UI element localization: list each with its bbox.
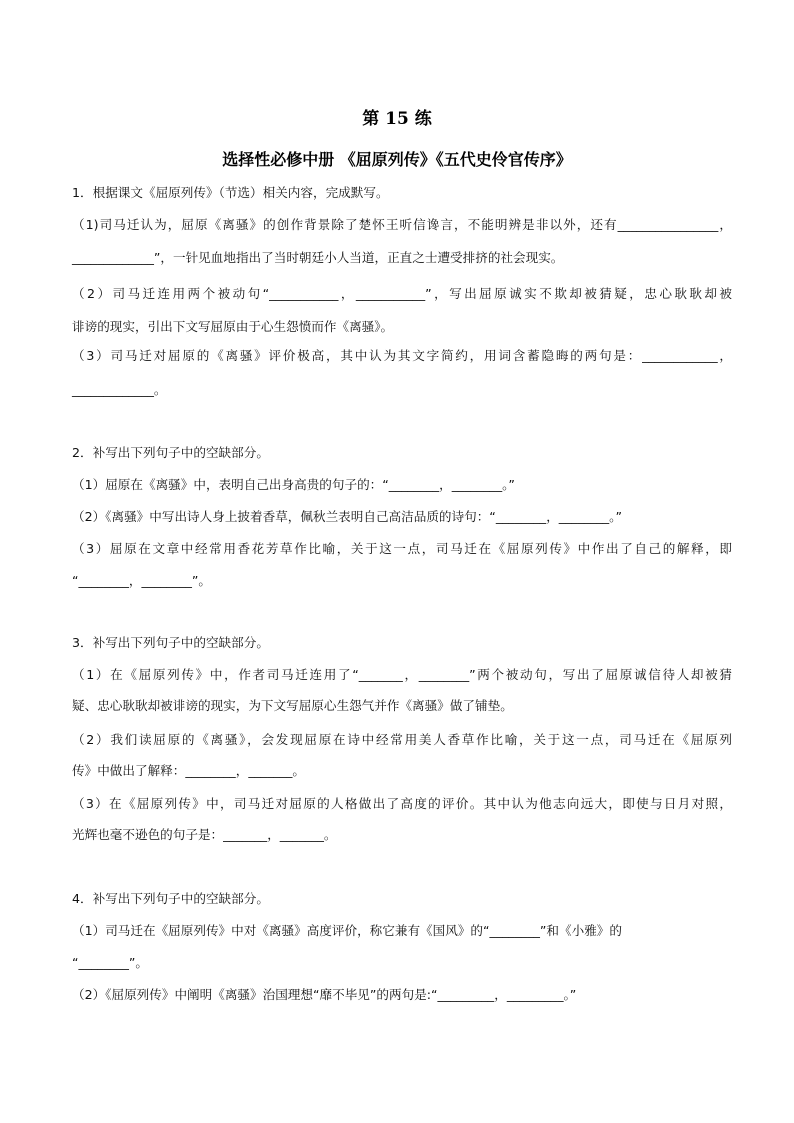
question-line: （2）司马迁连用两个被动句“___________，___________”，写出屈原诚实不欺却被猜疑，忠心耿耿却被 [72, 286, 732, 301]
page-subtitle: 选择性必修中册 《屈原列传》《五代史伶官传序》 [222, 150, 572, 169]
question-line: “________，________”。 [72, 573, 211, 588]
question-line: 传》中做出了解释：________，_______。 [72, 763, 305, 778]
question-line: “________”。 [72, 955, 149, 970]
question-line: （3）屈原在文章中经常用香花芳草作比喻，关于这一点，司马迁在《屈原列传》中作出了自己的解释，即 [72, 541, 732, 556]
question-line: _____________”，一针见血地指出了当时朝廷小人当道，正直之士遭受排挤的社会现实。 [72, 250, 564, 265]
question-heading: 3．补写出下列句子中的空缺部分。 [72, 635, 269, 650]
question-line: 诽谤的现实，引出下文写屈原由于心生怨愤而作《离骚》。 [72, 319, 394, 334]
question-line: （1）在《屈原列传》中，作者司马迁连用了“_______，________”两个被动句，写出了屈原诚信待人却被猜 [72, 667, 732, 682]
question-line: （1)司马迁认为，屈原《离骚》的创作背景除了楚怀王听信谗言，不能明辨是非以外，还有________________， [72, 217, 732, 232]
question-heading: 4．补写出下列句子中的空缺部分。 [72, 891, 269, 906]
page-title: 第 15 练 [362, 109, 432, 129]
question-line: 光辉也毫不逊色的句子是：_______，_______。 [72, 827, 337, 842]
question-line: （3）司马迁对屈原的《离骚》评价极高，其中认为其文字简约，用词含蓄隐晦的两句是：____________， [72, 348, 732, 363]
question-heading: 1．根据课文《屈原列传》（节选）相关内容，完成默写。 [72, 185, 389, 200]
question-line: _____________。 [72, 382, 167, 397]
question-line: （2）我们读屈原的《离骚》，会发现屈原在诗中经常用美人香草作比喻，关于这一点，司马迁在《屈原列 [72, 732, 732, 747]
question-line: （1）屈原在《离骚》中，表明自己出身高贵的句子的：“________，________。” [72, 477, 515, 492]
question-line: 疑、忠心耿耿却被诽谤的现实，为下文写屈原心生怨气并作《离骚》做了铺垫。 [72, 698, 513, 713]
question-line: （2）《离骚》中写出诗人身上披着香草，佩秋兰表明自己高洁品质的诗句：“________，________。” [72, 509, 622, 524]
question-line: （2）《屈原列传》中阐明《离骚》治国理想“靡不毕见”的两句是:“_________，_________。” [72, 987, 577, 1002]
question-heading: 2．补写出下列句子中的空缺部分。 [72, 445, 269, 460]
question-line: （3）在《屈原列传》中，司马迁对屈原的人格做出了高度的评价。其中认为他志向远大，即使与日月对照， [72, 796, 732, 811]
question-line: （1）司马迁在《屈原列传》中对《离骚》高度评价，称它兼有《国风》的“________”和《小雅》的 [72, 923, 622, 938]
